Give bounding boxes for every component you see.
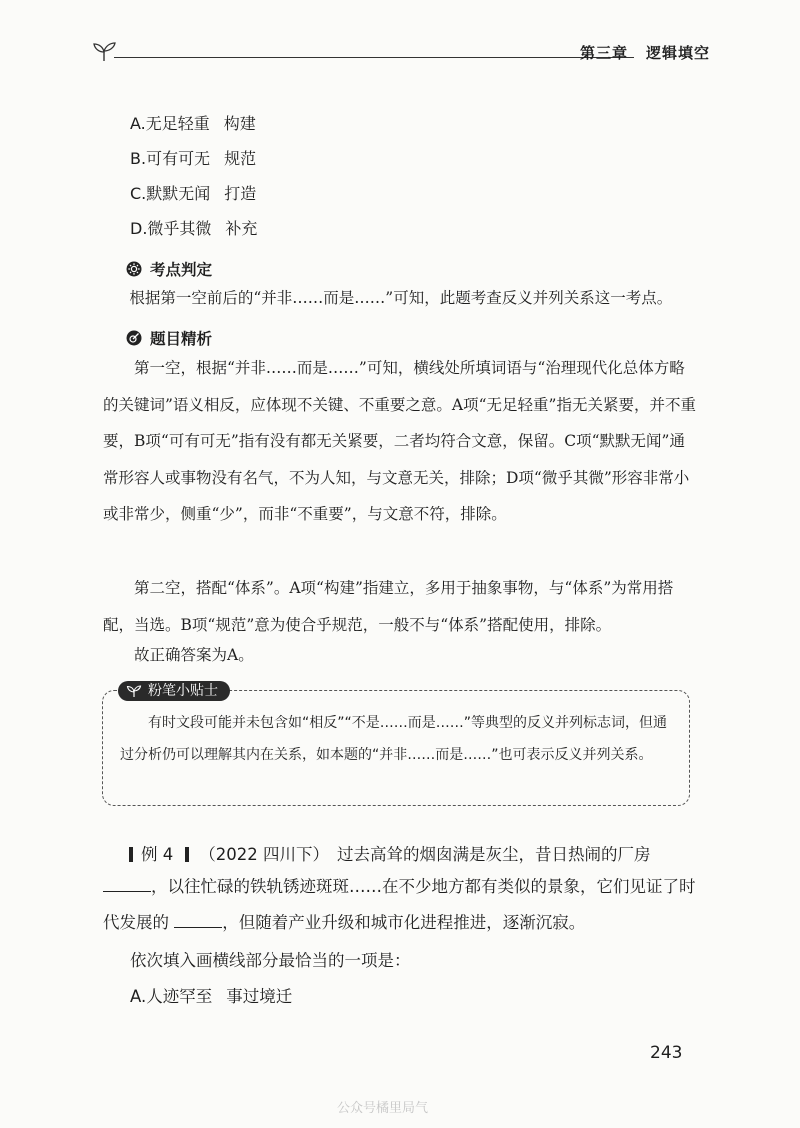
watermark: 公众号橘里局气	[337, 1101, 429, 1116]
example-bar-left	[129, 847, 133, 862]
example-question: 依次填入画横线部分最恰当的一项是：	[130, 951, 411, 970]
tip-label: 粉笔小贴士	[118, 681, 230, 701]
answer-blank	[103, 877, 151, 892]
example-option-a: A.人迹罕至 事过境迁	[130, 987, 293, 1006]
analysis-paragraph-1: 第一空，根据“并非……而是……”可知，横线处所填词语与“治理现代化总体方略的关键词”语义相反，应体现不关键、不重要之意。A项“无足轻重”指无关紧要，并不重要，B项“可有可无”指有没有都无关紧要，二者均符合文意，保留。C项“默默无闻”通常形容人或事物没有名气，不为人知，与文意无关，排除；D项“微乎其微”形容非常小或非常少，侧重“少”，而非“不重要”，与文意不符，排除。	[103, 359, 696, 524]
answer-line: 故正确答案为A。	[134, 646, 254, 664]
page-number: 243	[650, 1043, 683, 1063]
chapter-title: 逻辑填空	[645, 44, 710, 62]
running-header	[92, 30, 710, 70]
tip-text: 有时文段可能并未包含如“相反”“不是……而是……”等典型的反义并列标志词，但通过分析仍可以理解其内在关系，如本题的“并非……而是……”也可表示反义并列关系。	[120, 715, 668, 763]
example-heading-line	[129, 843, 651, 867]
chapter-number: 第三章	[579, 44, 628, 62]
sprout-icon	[92, 40, 116, 62]
section-analysis-heading: 题目精析	[126, 327, 212, 349]
example-line-1: 过去高耸的烟囱满是灰尘，昔日热闹的厂房	[337, 845, 651, 864]
option-d: D.微乎其微 补充	[130, 219, 258, 238]
option-c: C.默默无闻 打造	[130, 184, 257, 203]
option-b: B.可有可无 规范	[130, 149, 257, 168]
section-point-heading: 考点判定	[126, 258, 212, 280]
sprout-icon	[126, 684, 142, 698]
header-rule	[114, 57, 634, 58]
example-tag: 例 4	[141, 845, 174, 864]
example-line-2: ，以往忙碌的铁轨锈迹斑斑……在不少地方都有类似的景象，它们见证了时	[103, 869, 703, 905]
example-bar-right	[185, 847, 189, 862]
analysis-paragraph-2: 第二空，搭配“体系”。A项“构建”指建立，多用于抽象事物，与“体系”为常用搭配，当选。B项“规范”意为使合乎规范，一般不与“体系”搭配使用，排除。	[103, 579, 674, 634]
example-source: （2022 四川下）	[199, 845, 329, 864]
chapter-heading	[580, 42, 710, 63]
option-a: A.无足轻重 构建	[130, 114, 256, 133]
answer-blank	[174, 913, 222, 928]
example-line-3: 代发展的 ，但随着产业升级和城市化进程推进，逐渐沉寂。	[103, 913, 586, 932]
target-pen-icon	[126, 330, 142, 346]
sun-gear-icon	[126, 261, 142, 277]
point-text: 根据第一空前后的“并非……而是……”可知，此题考查反义并列关系这一考点。	[129, 289, 673, 307]
